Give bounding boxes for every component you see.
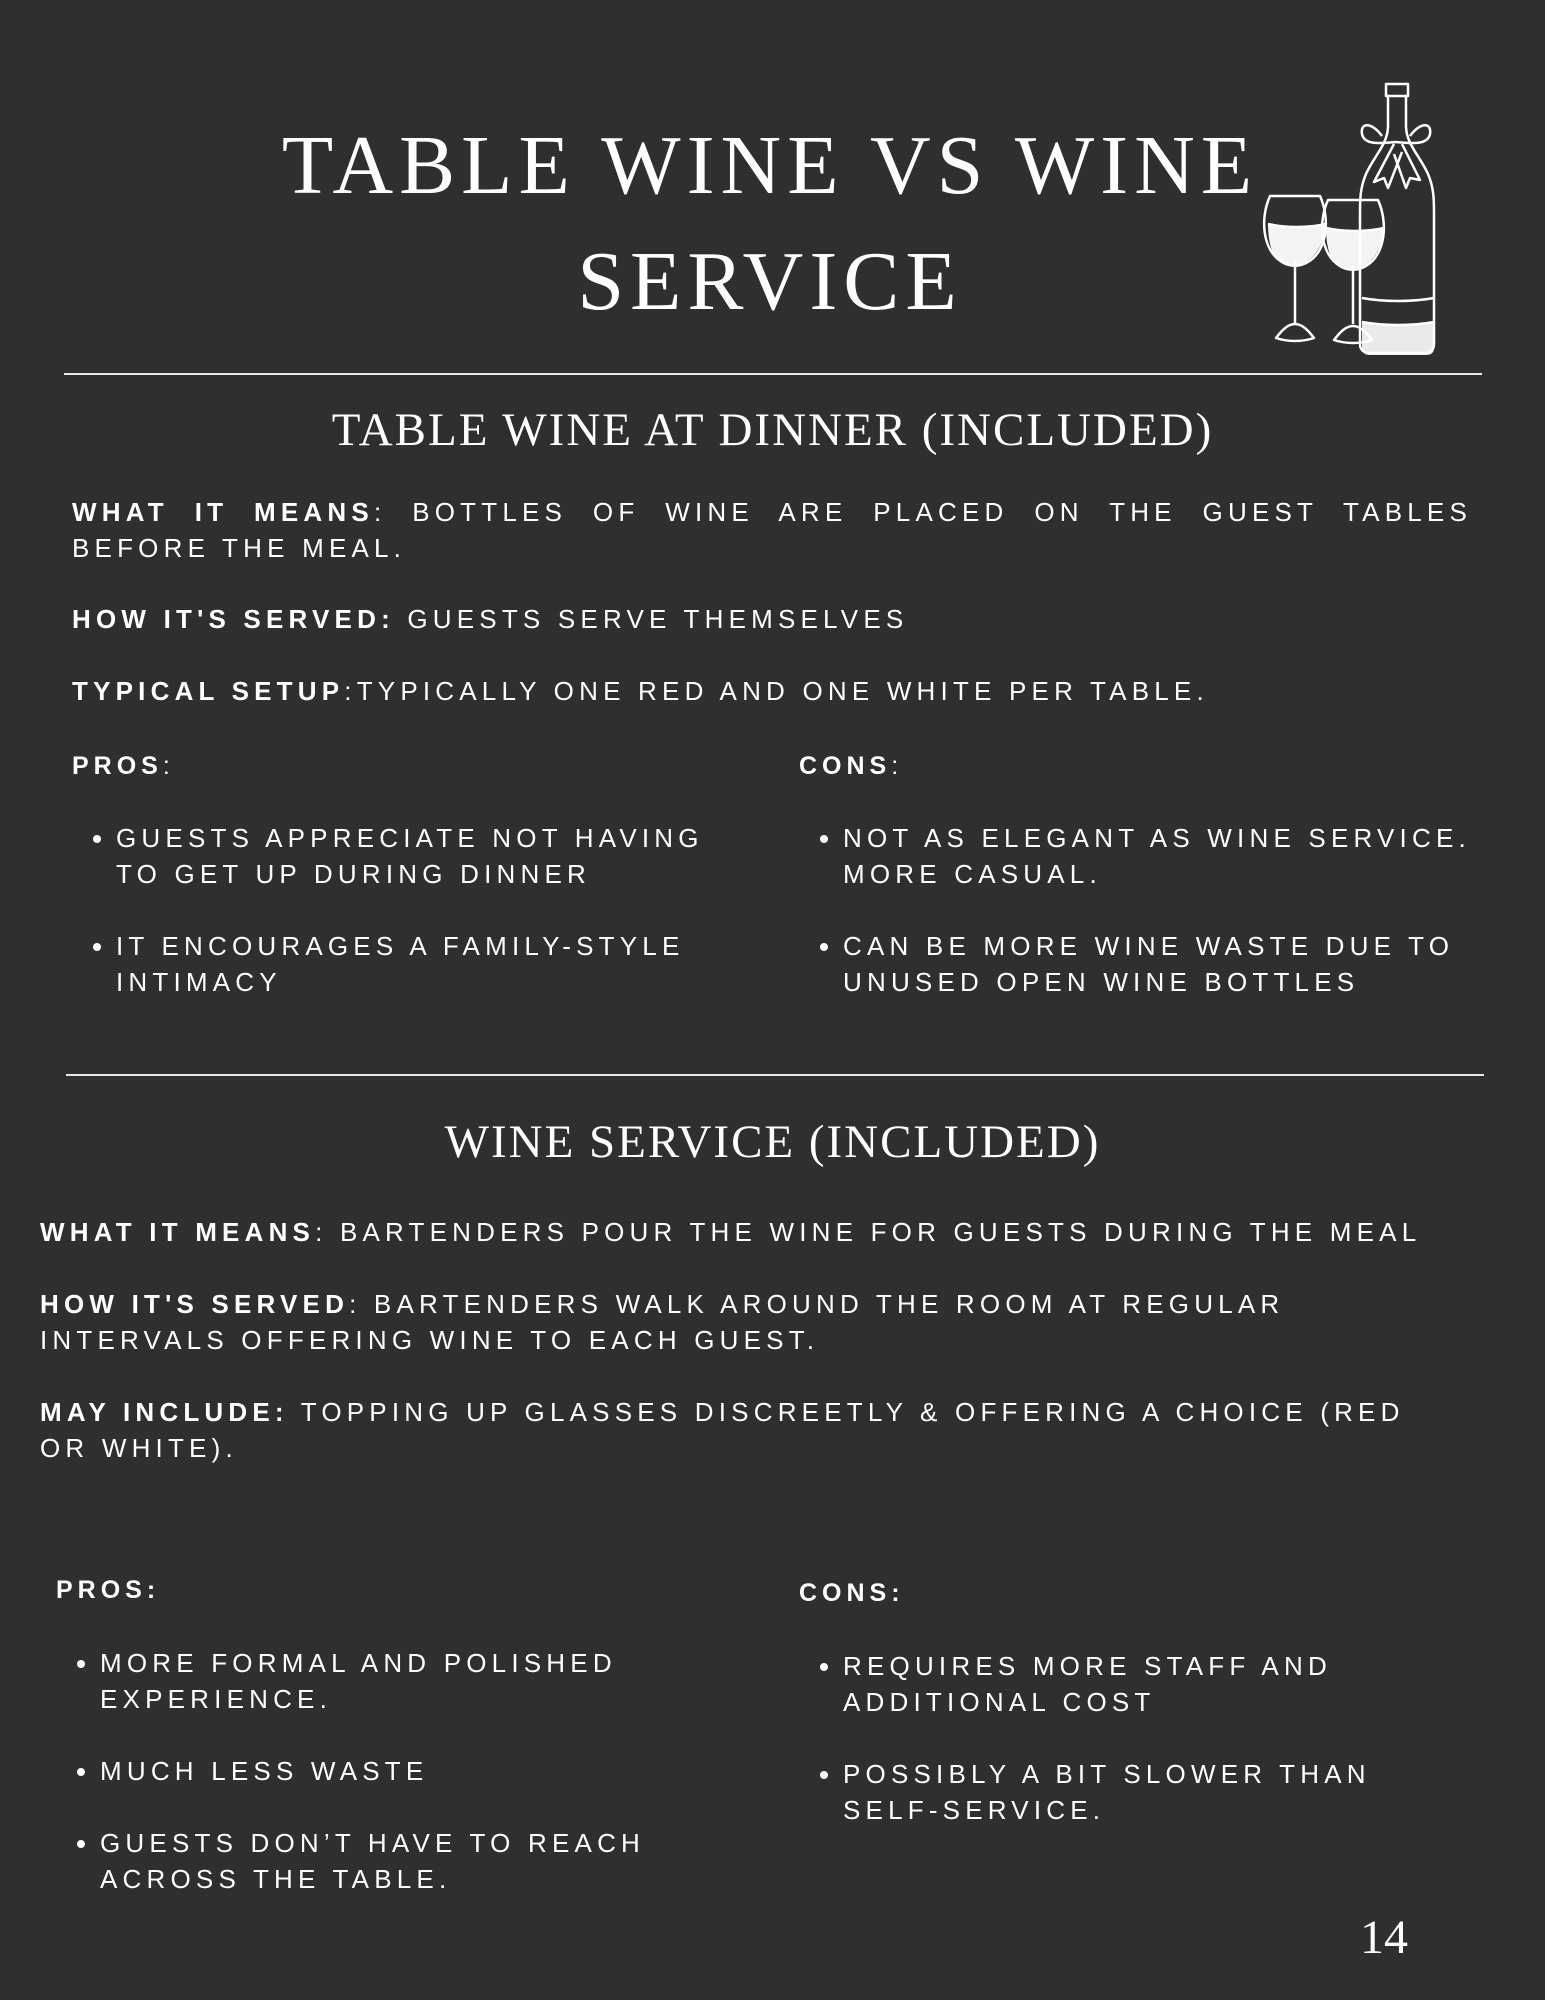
table-wine-what-it-means [72, 494, 1472, 566]
table-wine-section-title: TABLE WINE AT DINNER (INCLUDED) [331, 404, 1214, 456]
what-it-means-text: : BARTENDERS POUR THE WINE FOR GUESTS DURING THE MEAL [315, 1217, 1422, 1247]
page-title-line-1: TABLE WINE VS WINE [281, 119, 1259, 212]
what-it-means-label: WHAT IT MEANS [40, 1217, 316, 1247]
what-it-means-text: : BOTTLES OF WINE ARE PLACED ON THE GUEST TABLES BEFORE THE MEAL. [72, 497, 1473, 563]
wine-service-pros-list [56, 1645, 730, 1933]
wine-service-what-it-means [40, 1214, 1510, 1250]
divider-top [64, 373, 1482, 375]
what-it-means-label: WHAT IT MEANS [72, 497, 374, 527]
pros-colon: : [162, 752, 175, 780]
cons-colon: : [891, 752, 904, 780]
list-item: • IT ENCOURAGES A FAMILY-STYLE INTIMACY [116, 928, 706, 1000]
typical-setup-label: TYPICAL SETUP [72, 676, 345, 706]
list-item: • MUCH LESS WASTE [100, 1753, 730, 1789]
how-served-text: GUESTS SERVE THEMSELVES [394, 604, 909, 634]
wine-service-section-title: WINE SERVICE (INCLUDED) [444, 1116, 1101, 1168]
how-served-label: HOW IT'S SERVED [40, 1289, 350, 1319]
page-title [190, 108, 1350, 340]
table-wine-pros-list [72, 820, 706, 1036]
list-item: • REQUIRES MORE STAFF AND ADDITIONAL COST [843, 1648, 1463, 1720]
typical-setup-text: :TYPICALLY ONE RED AND ONE WHITE PER TABLE. [344, 676, 1209, 706]
list-item: • GUESTS DON’T HAVE TO REACH ACROSS THE TABLE. [100, 1825, 730, 1897]
wine-service-cons-list [799, 1648, 1463, 1864]
cons-label: CONS [799, 752, 892, 780]
table-wine-how-served [72, 601, 1472, 637]
table-wine-cons-list [799, 820, 1503, 1036]
table-wine-pros-heading [72, 752, 175, 781]
list-item: • NOT AS ELEGANT AS WINE SERVICE. MORE CASUAL. [843, 820, 1503, 892]
table-wine-typical-setup [72, 673, 1472, 709]
how-served-text: : BARTENDERS WALK AROUND THE ROOM AT REGULAR INTERVALS OFFERING WINE TO EACH GUEST. [40, 1289, 1285, 1355]
page-title-line-2: SERVICE [577, 235, 963, 328]
wine-service-cons-heading: CONS: [799, 1579, 905, 1607]
may-include-text: TOPPING UP GLASSES DISCREETLY & OFFERING A CHOICE (RED OR WHITE). [40, 1397, 1405, 1463]
wine-service-may-include [40, 1394, 1460, 1466]
how-served-label: HOW IT'S SERVED: [72, 604, 395, 634]
list-item: • GUESTS APPRECIATE NOT HAVING TO GET UP DURING DINNER [116, 820, 706, 892]
wine-bottle-and-glasses-icon [1256, 78, 1444, 356]
wine-service-how-served [40, 1286, 1460, 1358]
list-item: • CAN BE MORE WINE WASTE DUE TO UNUSED OPEN WINE BOTTLES [843, 928, 1503, 1000]
divider-middle [66, 1074, 1484, 1076]
page-number: 14 [1360, 1911, 1408, 1964]
pros-label: PROS [72, 752, 163, 780]
list-item: • POSSIBLY A BIT SLOWER THAN SELF-SERVICE. [843, 1756, 1463, 1828]
table-wine-cons-heading [799, 752, 903, 781]
may-include-label: MAY INCLUDE: [40, 1397, 289, 1427]
wine-service-pros-heading: PROS: [56, 1576, 161, 1604]
list-item: • MORE FORMAL AND POLISHED EXPERIENCE. [100, 1645, 730, 1717]
